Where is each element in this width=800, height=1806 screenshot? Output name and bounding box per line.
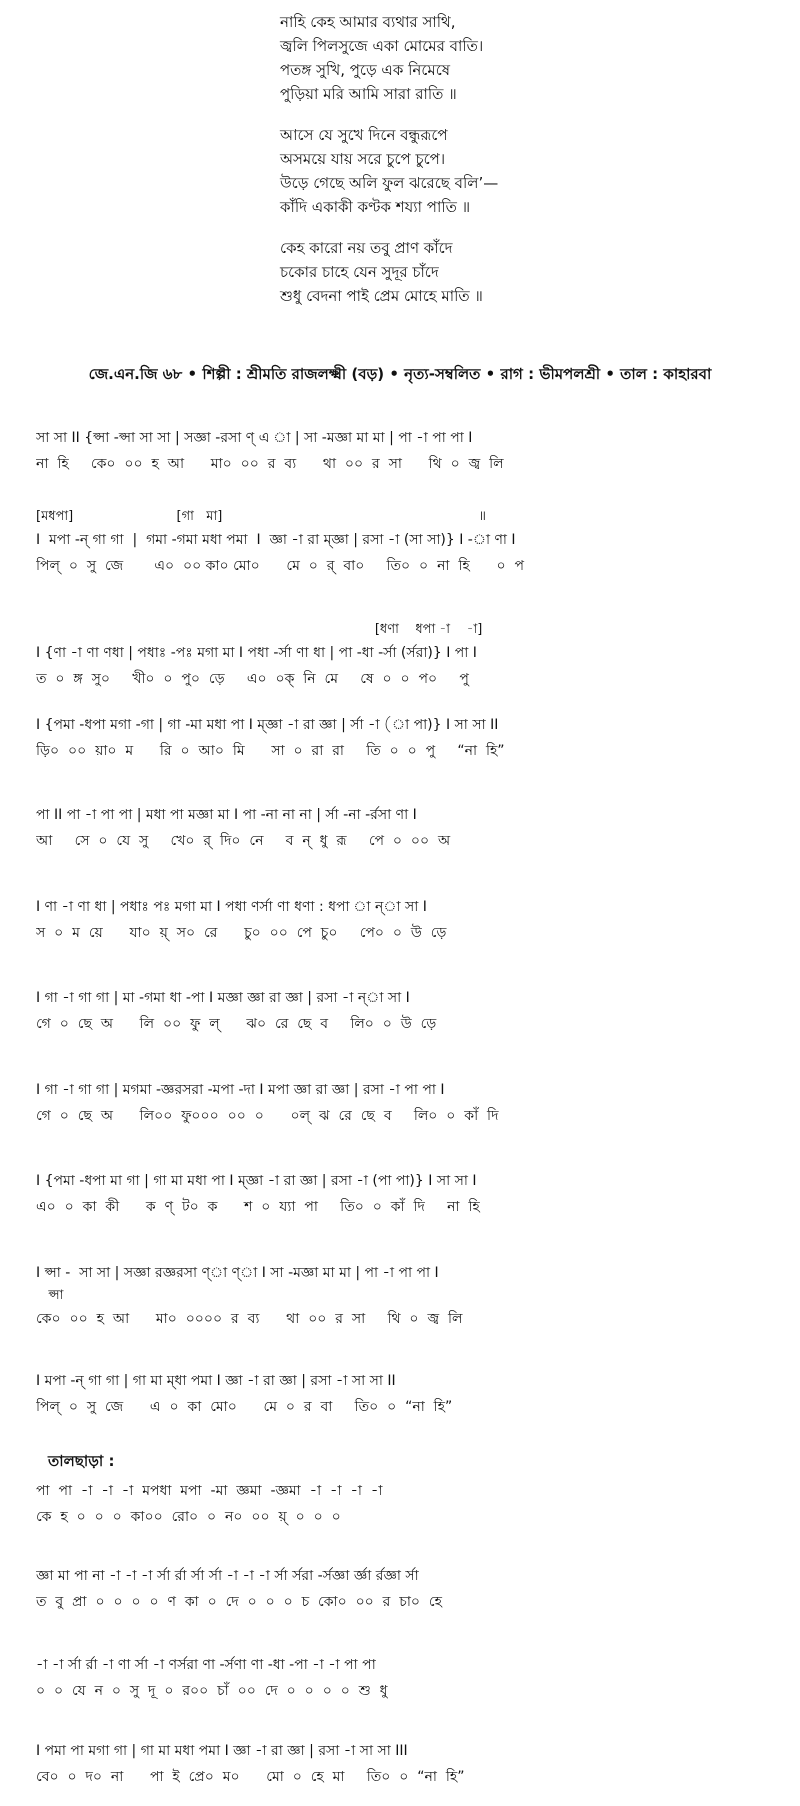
swaralipi-notes: I গা -া গা গা | মা -গমা ধা -পা I মজ্ঞা জ্ঞা রা জ্ঞা | রসা -া ন্া সা I bbox=[36, 990, 410, 1006]
swaralipi-lyrics: কে হ ০ ০ ০ কা০০ রো০ ০ ন০ ০০ য়্ ০ ০ ০ bbox=[36, 1509, 341, 1525]
poem-line: পুড়িয়া মরি আমি সারা রাতি ॥ bbox=[280, 85, 457, 103]
swaralipi-marker: [ধণা ধপা -া -া] bbox=[36, 622, 483, 637]
swaralipi-lyrics: স ০ ম য়ে যা০ য়্ স০ রে চু০ ০০ পে চু০ পে০ ০ উ ড়ে bbox=[36, 925, 447, 941]
swaralipi-marker: প্সা bbox=[36, 1288, 64, 1303]
notation-block bbox=[36, 1260, 776, 1332]
poem-stanza-2 bbox=[280, 123, 740, 219]
notation-block bbox=[36, 1368, 776, 1420]
notation-block bbox=[36, 894, 776, 946]
notation-block bbox=[36, 425, 776, 477]
swaralipi-notes: I {পমা -ধপা মগা -গা | গা -মা মধা পা I ম্জ্ঞা -া রা জ্ঞা | র্সা -া (া পা)} I সা সা II bbox=[36, 717, 499, 733]
notation-block bbox=[36, 1478, 776, 1530]
poem-stanza-1 bbox=[280, 10, 740, 106]
swaralipi-notes: I পমা পা মগা গা | গা মা মধা পমা I জ্ঞা -া রা জ্ঞা | রসা -া সা সা III bbox=[36, 1743, 408, 1759]
swaralipi-lyrics: কে০ ০০ হ আ মা০ ০০০০ র ব্য থা ০০ র সা থি ০ জ্ব লি bbox=[36, 1311, 463, 1327]
swaralipi-lyrics: আ সে ০ যে সু খে০ র্ দি০ নে ব ন্ ধু রূ পে ০ ০০ অ bbox=[36, 833, 451, 849]
poem-lyrics bbox=[280, 10, 740, 325]
swaralipi-lyrics: বে০ ০ দ০ না পা ই প্রে০ ম০ মো ০ হে মা তি০ ০ “না হি” bbox=[36, 1769, 465, 1785]
swaralipi-lyrics: ত ০ ঙ্গ সু০ খী০ ০ পু০ ড়ে এ০ ০ক্ নি মে ষে ০ ০ প০ পু bbox=[36, 671, 469, 687]
swaralipi-notes: I গা -া গা গা | মগমা -জ্ঞরসরা -মপা -দা I মপা জ্ঞা রা জ্ঞা | রসা -া পা পা I bbox=[36, 1082, 445, 1098]
record-info-line: জে.এন.জি ৬৮ • শিল্পী : শ্রীমতি রাজলক্ষ্মী (বড়) • নৃত্য-সম্বলিত • রাগ : ভীমপলশ্রী • তাল : কাহারবা bbox=[88, 365, 712, 383]
swaralipi-lyrics: ত বু প্রা ০ ০ ০ ০ ণ কা ০ দে ০ ০ ০ চ কো০ ০০ র চা০ হে bbox=[36, 1594, 442, 1610]
swaralipi-notes: I {ণা -া ণা ণধা | পধাঃ -পঃ মগা মা I পধা -র্সা ণা ধা | পা -ধা -র্সা (র্সরা)} I পা I bbox=[36, 645, 477, 661]
notation-block bbox=[36, 1652, 776, 1704]
swaralipi-lyrics: এ০ ০ কা কী ক ণ্ ট০ ক শ ০ য্যা পা তি০ ০ কাঁ দি না হি bbox=[36, 1199, 480, 1215]
poem-line: আসে যে সুখে দিনে বন্ধুরূপে bbox=[280, 126, 448, 144]
swaralipi-notes: পা II পা -া পা পা | মধা পা মজ্ঞা মা I পা -না না না | র্সা -না -র্রসা ণা I bbox=[36, 807, 417, 823]
swaralipi-lyrics: গে ০ ছে অ লি০০ ফু০০০ ০০ ০ ০ল্ ঝ রে ছে ব লি০ ০ কাঁ দি bbox=[36, 1108, 499, 1124]
poem-line: কাঁদি একাকী কণ্টক শয্যা পাতি ॥ bbox=[280, 198, 471, 216]
notation-block bbox=[36, 802, 776, 854]
notation-block bbox=[36, 1563, 776, 1615]
swaralipi-lyrics: গে ০ ছে অ লি ০০ ফু ল্ ঝ০ রে ছে ব লি০ ০ উ ড়ে bbox=[36, 1016, 437, 1032]
swaralipi-notes: I মপা -ন্ গা গা | গমা -গমা মধা পমা I জ্ঞা -া রা ম্জ্ঞা | রসা -া (সা সা)} I -া ণা I bbox=[36, 532, 516, 548]
swaralipi-lyrics: ০ ০ যে ন ০ সু দূ ০ র০০ চাঁ ০০ দে ০ ০ ০ ০ শু ধু bbox=[36, 1683, 388, 1699]
swaralipi-notes: জ্ঞা মা পা না -া -া -া র্সা র্রা র্সা র্সা -া -া -া র্সা র্সরা -র্সজ্ঞা র্জ্ঞা র্রজ্ঞা র্সা bbox=[36, 1568, 419, 1584]
notation-block bbox=[36, 620, 776, 692]
swaralipi-notes: পা পা -া -া -া মপধা মপা -মা জ্ঞমা -জ্ঞমা -া -া -া -া bbox=[36, 1483, 383, 1499]
poem-line: অসময়ে যায় সরে চুপে চুপে। bbox=[280, 150, 446, 168]
notation-block bbox=[36, 985, 776, 1037]
notation-block bbox=[36, 507, 776, 579]
poem-line: চকোর চাহে যেন সুদূর চাঁদে bbox=[280, 263, 439, 281]
swaralipi-notes: I প্সা - সা সা | সজ্ঞা রজ্ঞরসা ণ্া ণ্া I সা -মজ্ঞা মা মা | পা -া পা পা I bbox=[36, 1265, 439, 1281]
swaralipi-notes: I {পমা -ধপা মা গা | গা মা মধা পা I ম্জ্ঞা -া রা জ্ঞা | রসা -া (পা পা)} I সা সা I bbox=[36, 1173, 477, 1189]
poem-line: উড়ে গেছে অলি ফুল ঝরেছে বলি’— bbox=[280, 174, 499, 192]
poem-line: জ্বলি পিলসুজে একা মোমের বাতি। bbox=[280, 37, 484, 55]
swaralipi-lyrics: ড়ি০ ০০ য়া০ ম রি ০ আ০ মি সা ০ রা রা তি ০ ০ পু “না হি” bbox=[36, 743, 505, 759]
swaralipi-notes: সা সা II {প্সা -প্সা সা সা | সজ্ঞা -রসা ণ্ এ া | সা -মজ্ঞা মা মা | পা -া পা পা I bbox=[36, 430, 473, 446]
swaralipi-lyrics: পিল্ ০ সু জে এ ০ কা মো০ মে ০ র বা তি০ ০ “না হি” bbox=[36, 1399, 453, 1415]
poem-line: নাহি কেহ আমার ব্যথার সাথি, bbox=[280, 13, 456, 31]
notation-block bbox=[36, 712, 776, 764]
notation-block bbox=[36, 1738, 776, 1790]
swaralipi-notes: I ণা -া ণা ধা | পধাঃ পঃ মগা মা I পধা ণর্সা ণা ধণা : ধপা া ন্া সা I bbox=[36, 899, 427, 915]
poem-line: শুধু বেদনা পাই প্রেম মোহে মাতি ॥ bbox=[280, 287, 483, 305]
poem-line: পতঙ্গ সুখি, পুড়ে এক নিমেষে bbox=[280, 61, 450, 79]
swaralipi-lyrics: না হি কে০ ০০ হ আ মা০ ০০ র ব্য থা ০০ র সা থি ০ জ্ব লি bbox=[36, 456, 504, 472]
talchhara-label: তালছাড়া : bbox=[48, 1452, 115, 1470]
swaralipi-notes: I মপা -ন্ গা গা | গা মা ম্ধা পমা I জ্ঞা -া রা জ্ঞা | রসা -া সা সা II bbox=[36, 1373, 396, 1389]
poem-line: কেহ কারো নয় তবু প্রাণ কাঁদে bbox=[280, 239, 453, 257]
swaralipi-marker: [মধপা] [গা মা] ॥ bbox=[36, 509, 486, 524]
poem-stanza-3 bbox=[280, 236, 740, 308]
notation-block bbox=[36, 1077, 776, 1129]
swaralipi-notes: -া -া র্সা র্রা -া ণা র্সা -া ণর্সরা ণা -র্সণা ণা -ধা -পা -া -া পা পা bbox=[36, 1657, 376, 1673]
notation-block bbox=[36, 1168, 776, 1220]
swaralipi-lyrics: পিল্ ০ সু জে এ০ ০০ কা০ মো০ মে ০ র্ বা০ তি০ ০ না হি ০ প bbox=[36, 558, 524, 574]
